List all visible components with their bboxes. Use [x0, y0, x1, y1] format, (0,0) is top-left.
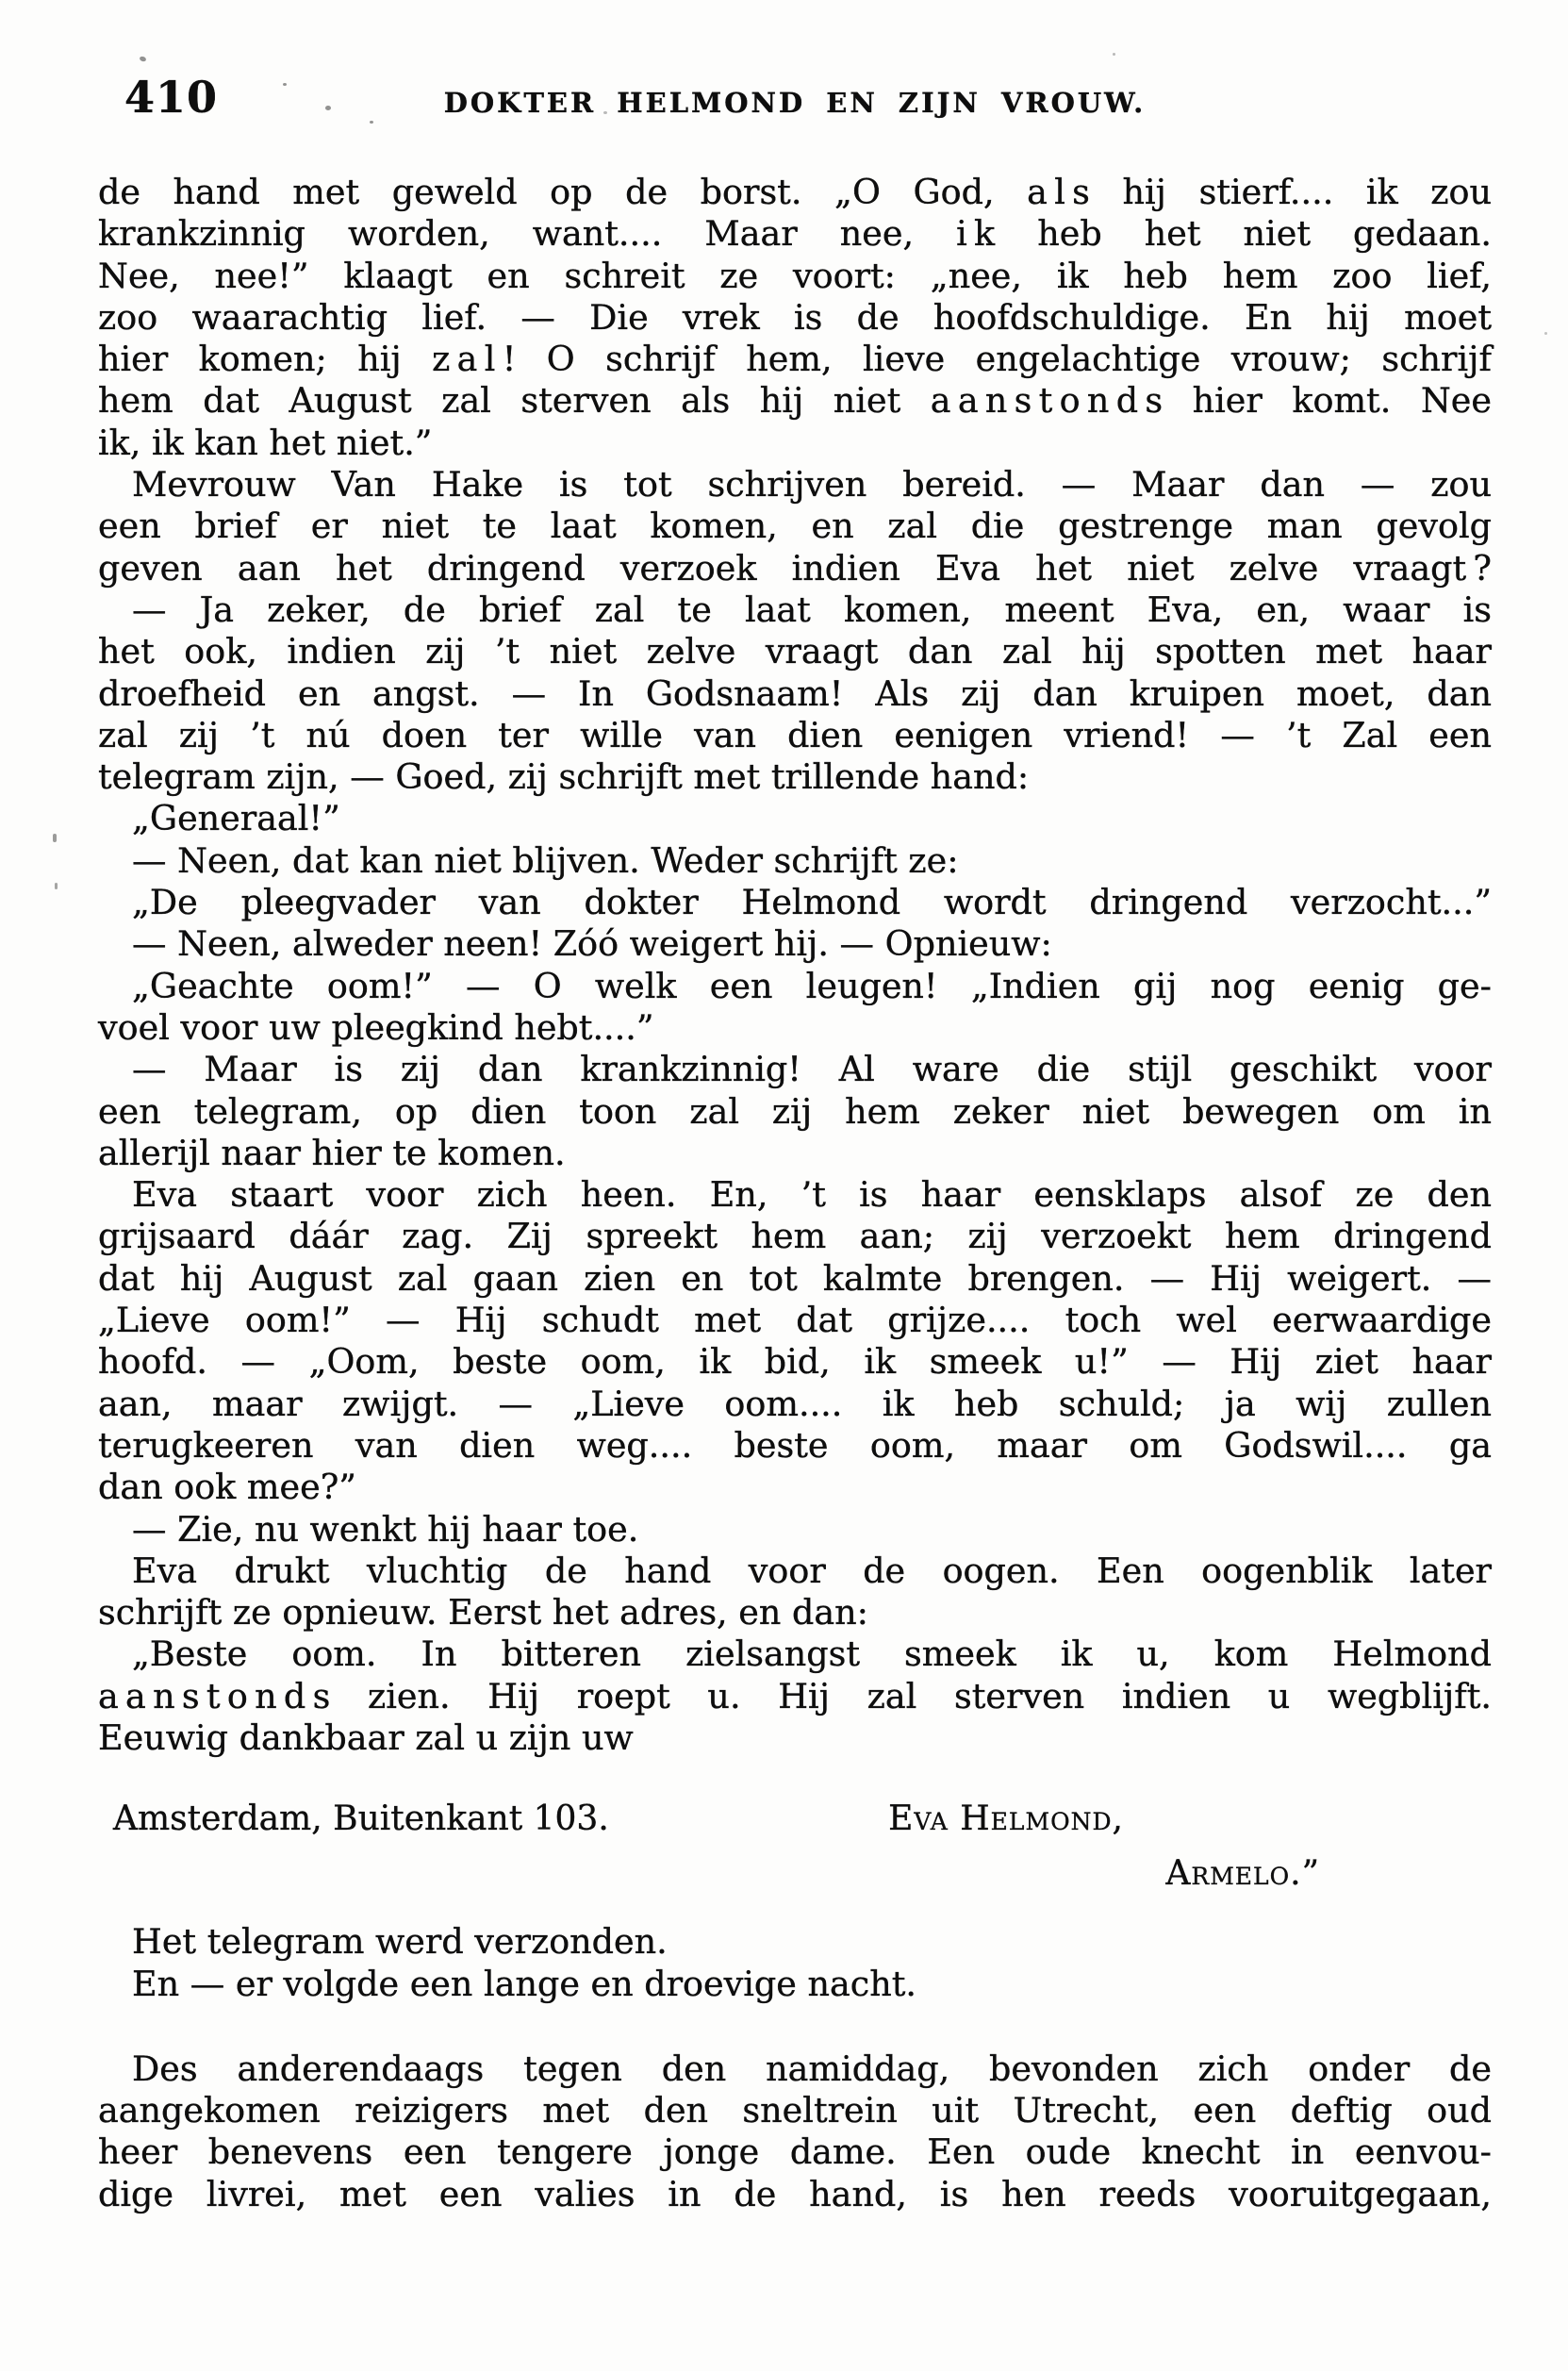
running-title: DOKTER HELMOND EN ZIJN VROUW. [443, 87, 1147, 119]
text-line: terugkeeren van dien weg.... beste oom, maar om Godswil.... ga [98, 1424, 1492, 1466]
text-line: dan ook mee?” [98, 1467, 356, 1508]
scan-speck [1113, 53, 1115, 56]
text-line: Het telegram werd verzonden. [132, 1921, 668, 1963]
text-line: grijsaard dáár zag. Zij spreekt hem aan; zij verzoekt hem dringend [98, 1216, 1492, 1257]
text-line: dige livrei, met een valies in de hand, is hen reeds vooruitgegaan, [98, 2173, 1492, 2214]
text-line: droefheid en angst. — In Godsnaam! Als zij dan kruipen moet, dan [98, 672, 1492, 714]
page-text [98, 172, 1492, 2215]
telegram-signature-block [98, 1799, 1492, 1895]
text-line: hier komen; hij z a l ! O schrijf hem, lieve engelachtige vrouw; schrijf [98, 339, 1492, 380]
text-line: „Generaal!” [132, 798, 340, 839]
telegram-address: Amsterdam, Buitenkant 103. [113, 1799, 609, 1839]
text-line: voel voor uw pleegkind hebt....” [98, 1006, 654, 1048]
page-number: 410 [124, 72, 219, 123]
text-line: — Neen, alweder neen! Zóó weigert hij. — Opnieuw: [132, 923, 1052, 965]
text-line: En — er volgde een lange en droevige nacht. [132, 1963, 916, 2004]
text-line: dat hij August zal gaan zien en tot kalmte brengen. — Hij weigert. — [98, 1257, 1492, 1299]
text-line: aangekomen reizigers met den sneltrein uit Utrecht, een deftig oud [98, 2090, 1492, 2131]
text-line: a a n s t o n d s zien. Hij roept u. Hij zal sterven indien u wegblijft. [98, 1675, 1492, 1716]
scan-speck [139, 56, 146, 62]
text-line: „Beste oom. In bitteren zielsangst smeek ik u, kom Helmond [132, 1633, 1492, 1675]
text-line: hem dat August zal sterven als hij niet a a n s t o n d s hier komt. Nee [98, 380, 1492, 422]
text-line: telegram zijn, — Goed, zij schrijft met trillende hand: [98, 756, 1030, 798]
text-line: Nee, nee!” klaagt en schreit ze voort: „nee, ik heb hem zoo lief, [98, 255, 1492, 296]
text-line: schrijft ze opnieuw. Eerst het adres, en dan: [98, 1592, 868, 1633]
text-line: — Neen, dat kan niet blijven. Weder schrijft ze: [132, 839, 959, 881]
text-line: het ook, indien zij ’t niet zelve vraagt dan zal hij spotten met haar [98, 631, 1492, 672]
text-line: „Geachte oom!” — O welk een leugen! „Indien gij nog eenig ge- [132, 965, 1492, 1006]
text-line: „Lieve oom!” — Hij schudt met dat grijze.... toch wel eerwaardige [98, 1300, 1492, 1341]
text-line: aan, maar zwijgt. — „Lieve oom.... ik heb schuld; ja wij zullen [98, 1383, 1492, 1424]
scan-speck [53, 834, 57, 842]
text-line: heer benevens een tengere jonge dame. Een oude knecht in eenvou- [98, 2131, 1492, 2173]
signature-place: Armelo.” [1165, 1854, 1320, 1894]
text-line: Eeuwig dankbaar zal u zijn uw [98, 1716, 634, 1758]
text-line: hoofd. — „Oom, beste oom, ik bid, ik smeek u!” — Hij ziet haar [98, 1341, 1492, 1383]
signature-name: Eva Helmond, [888, 1799, 1124, 1839]
closing-paragraph [98, 2048, 1492, 2215]
telegram-result-paragraphs [98, 1921, 1492, 2005]
scan-speck [55, 883, 58, 889]
signature-row [98, 1799, 1492, 1840]
text-line: Eva staart voor zich heen. En, ’t is haar eensklaps alsof ze den [132, 1174, 1492, 1216]
text-line: Des anderendaags tegen den namiddag, bevonden zich onder de [132, 2048, 1492, 2089]
text-line: Eva drukt vluchtig de hand voor de oogen. Een oogenblik later [132, 1550, 1492, 1591]
text-line: geven aan het dringend verzoek indien Eva het niet zelve vraagt ? [98, 547, 1492, 589]
scan-speck [1544, 332, 1547, 335]
text-line: ik, ik kan het niet.” [98, 422, 433, 463]
text-line: — Ja zeker, de brief zal te laat komen, meent Eva, en, waar is [132, 589, 1492, 630]
text-line: de hand met geweld op de borst. „O God, a l s hij stierf.... ik zou [98, 172, 1492, 212]
body-paragraphs [98, 172, 1492, 1759]
text-line: Mevrouw Van Hake is tot schrijven bereid. — Maar dan — zou [132, 464, 1492, 506]
text-line: „De pleegvader van dokter Helmond wordt dringend verzocht...” [132, 882, 1492, 923]
text-line: allerijl naar hier te komen. [98, 1132, 566, 1173]
text-line: — Maar is zij dan krankzinnig! Al ware die stijl geschikt voor [132, 1049, 1492, 1090]
page-header [98, 72, 1492, 132]
text-line: zoo waarachtig lief. — Die vrek is de hoofdschuldige. En hij moet [98, 296, 1492, 338]
text-line: zal zij ’t nú doen ter wille van dien eenigen vriend! — ’t Zal een [98, 714, 1492, 755]
text-line: een telegram, op dien toon zal zij hem zeker niet bewegen om in [98, 1090, 1492, 1132]
text-line: een brief er niet te laat komen, en zal die gestrenge man gevolg [98, 506, 1492, 547]
text-line: — Zie, nu wenkt hij haar toe. [132, 1508, 639, 1550]
text-line: krankzinnig worden, want.... Maar nee, i k heb het niet gedaan. [98, 213, 1492, 255]
